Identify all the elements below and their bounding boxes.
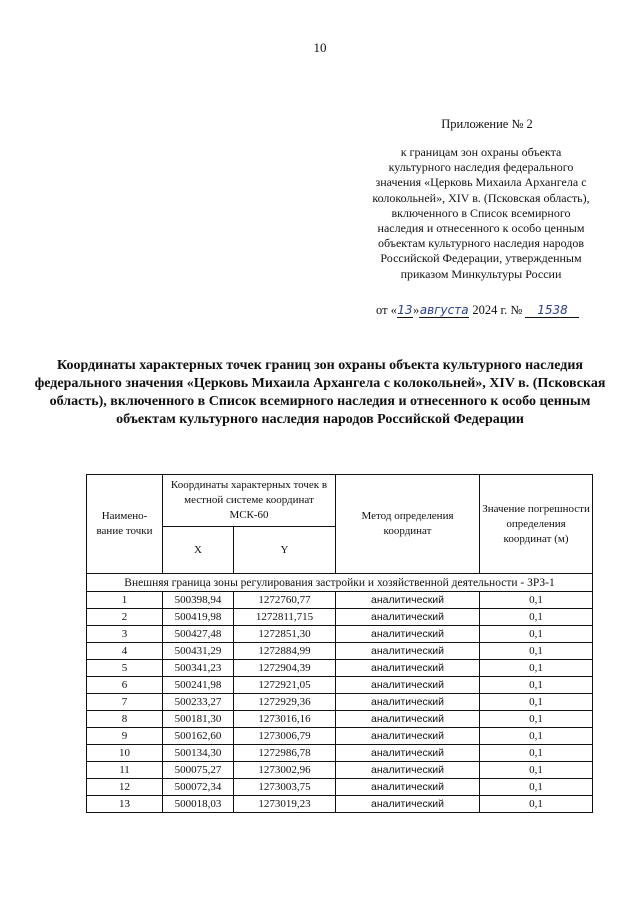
x-coordinate-cell: 500075,27 [163, 762, 234, 779]
method-cell: аналитический [336, 660, 480, 677]
method-cell: аналитический [336, 711, 480, 728]
accuracy-cell: 0,1 [480, 609, 593, 626]
method-cell: аналитический [336, 728, 480, 745]
table-row [87, 660, 593, 677]
y-coordinate-cell: 1272851,30 [234, 626, 336, 643]
order-line [376, 303, 606, 318]
header-x: X [163, 527, 234, 574]
accuracy-cell: 0,1 [480, 626, 593, 643]
y-coordinate-cell: 1272986,78 [234, 745, 336, 762]
accuracy-cell: 0,1 [480, 728, 593, 745]
table-row [87, 626, 593, 643]
table-body [87, 592, 593, 813]
table-row [87, 609, 593, 626]
page-number: 10 [313, 40, 327, 55]
accuracy-cell: 0,1 [480, 592, 593, 609]
table-row [87, 762, 593, 779]
y-coordinate-cell: 1273003,75 [234, 779, 336, 796]
method-cell: аналитический [336, 779, 480, 796]
point-number-cell: 3 [87, 626, 163, 643]
coordinates-table [86, 474, 593, 813]
point-number-cell: 2 [87, 609, 163, 626]
header-accuracy: Значение погрешности определения координат (м) [480, 475, 593, 574]
method-cell: аналитический [336, 643, 480, 660]
appendix-text: к границам зон охраны объекта культурного наследия федерального значения «Церковь Михаила Архангела с колокольней», XIV в. (Псковская область), включенного в Список всемирного наследия и отнесенного к особо ценным объектам культурного наследия народов Российской Федерации, утвержденным приказом Минкультуры России [372, 145, 590, 281]
document-title: Координаты характерных точек границ зон охраны объекта культурного наследия федерального значения «Церковь Михаила Архангела с колокольней», XIV в. (Псковская область), включенного в Список всемирного наследия и отнесенного к особо ценным объектам культурного наследия народов Российской Федерации [34, 358, 606, 427]
table-row [87, 779, 593, 796]
accuracy-cell: 0,1 [480, 660, 593, 677]
y-coordinate-cell: 1273002,96 [234, 762, 336, 779]
point-number-cell: 4 [87, 643, 163, 660]
method-cell: аналитический [336, 762, 480, 779]
y-coordinate-cell: 1273019,23 [234, 796, 336, 813]
x-coordinate-cell: 500427,48 [163, 626, 234, 643]
header-method: Метод определения координат [336, 475, 480, 574]
method-cell: аналитический [336, 796, 480, 813]
accuracy-cell: 0,1 [480, 643, 593, 660]
table-row [87, 643, 593, 660]
y-coordinate-cell: 1272929,36 [234, 694, 336, 711]
y-coordinate-cell: 1272904,39 [234, 660, 336, 677]
x-coordinate-cell: 500419,98 [163, 609, 234, 626]
y-coordinate-cell: 1272811,715 [234, 609, 336, 626]
point-number-cell: 8 [87, 711, 163, 728]
y-coordinate-cell: 1273016,16 [234, 711, 336, 728]
method-cell: аналитический [336, 609, 480, 626]
table-row [87, 796, 593, 813]
point-number-cell: 10 [87, 745, 163, 762]
point-number-cell: 5 [87, 660, 163, 677]
method-cell: аналитический [336, 745, 480, 762]
header-y: Y [234, 527, 336, 574]
order-month: августа [419, 303, 469, 317]
point-number-cell: 1 [87, 592, 163, 609]
y-coordinate-cell: 1272884,99 [234, 643, 336, 660]
x-coordinate-cell: 500341,23 [163, 660, 234, 677]
x-coordinate-cell: 500018,03 [163, 796, 234, 813]
accuracy-cell: 0,1 [480, 694, 593, 711]
x-coordinate-cell: 500233,27 [163, 694, 234, 711]
method-cell: аналитический [336, 694, 480, 711]
x-coordinate-cell: 500134,30 [163, 745, 234, 762]
y-coordinate-cell: 1272760,77 [234, 592, 336, 609]
point-number-cell: 7 [87, 694, 163, 711]
order-day: 13 [397, 303, 413, 317]
point-number-cell: 6 [87, 677, 163, 694]
order-mid: » [412, 303, 420, 317]
table-row [87, 745, 593, 762]
method-cell: аналитический [336, 677, 480, 694]
order-number: 1538 [525, 303, 579, 318]
section-title: Внешняя граница зоны регулирования застройки и хозяйственной деятельности - ЗРЗ-1 [87, 574, 593, 592]
table-row [87, 711, 593, 728]
y-coordinate-cell: 1272921,05 [234, 677, 336, 694]
order-prefix: от « [376, 303, 397, 317]
point-number-cell: 11 [87, 762, 163, 779]
appendix-title: Приложение № 2 [441, 117, 533, 131]
order-year: 2024 г. № [472, 303, 523, 317]
x-coordinate-cell: 500162,60 [163, 728, 234, 745]
table-row [87, 677, 593, 694]
x-coordinate-cell: 500241,98 [163, 677, 234, 694]
accuracy-cell: 0,1 [480, 762, 593, 779]
point-number-cell: 13 [87, 796, 163, 813]
header-point-name: Наимено- вание точки [87, 475, 163, 574]
accuracy-cell: 0,1 [480, 796, 593, 813]
point-number-cell: 12 [87, 779, 163, 796]
accuracy-cell: 0,1 [480, 779, 593, 796]
accuracy-cell: 0,1 [480, 711, 593, 728]
x-coordinate-cell: 500072,34 [163, 779, 234, 796]
accuracy-cell: 0,1 [480, 745, 593, 762]
table-row [87, 728, 593, 745]
table-row [87, 592, 593, 609]
x-coordinate-cell: 500181,30 [163, 711, 234, 728]
point-number-cell: 9 [87, 728, 163, 745]
accuracy-cell: 0,1 [480, 677, 593, 694]
x-coordinate-cell: 500398,94 [163, 592, 234, 609]
method-cell: аналитический [336, 626, 480, 643]
method-cell: аналитический [336, 592, 480, 609]
table-row [87, 694, 593, 711]
header-coords-group: Координаты характерных точек в местной системе координат МСК-60 [163, 475, 336, 527]
x-coordinate-cell: 500431,29 [163, 643, 234, 660]
y-coordinate-cell: 1273006,79 [234, 728, 336, 745]
